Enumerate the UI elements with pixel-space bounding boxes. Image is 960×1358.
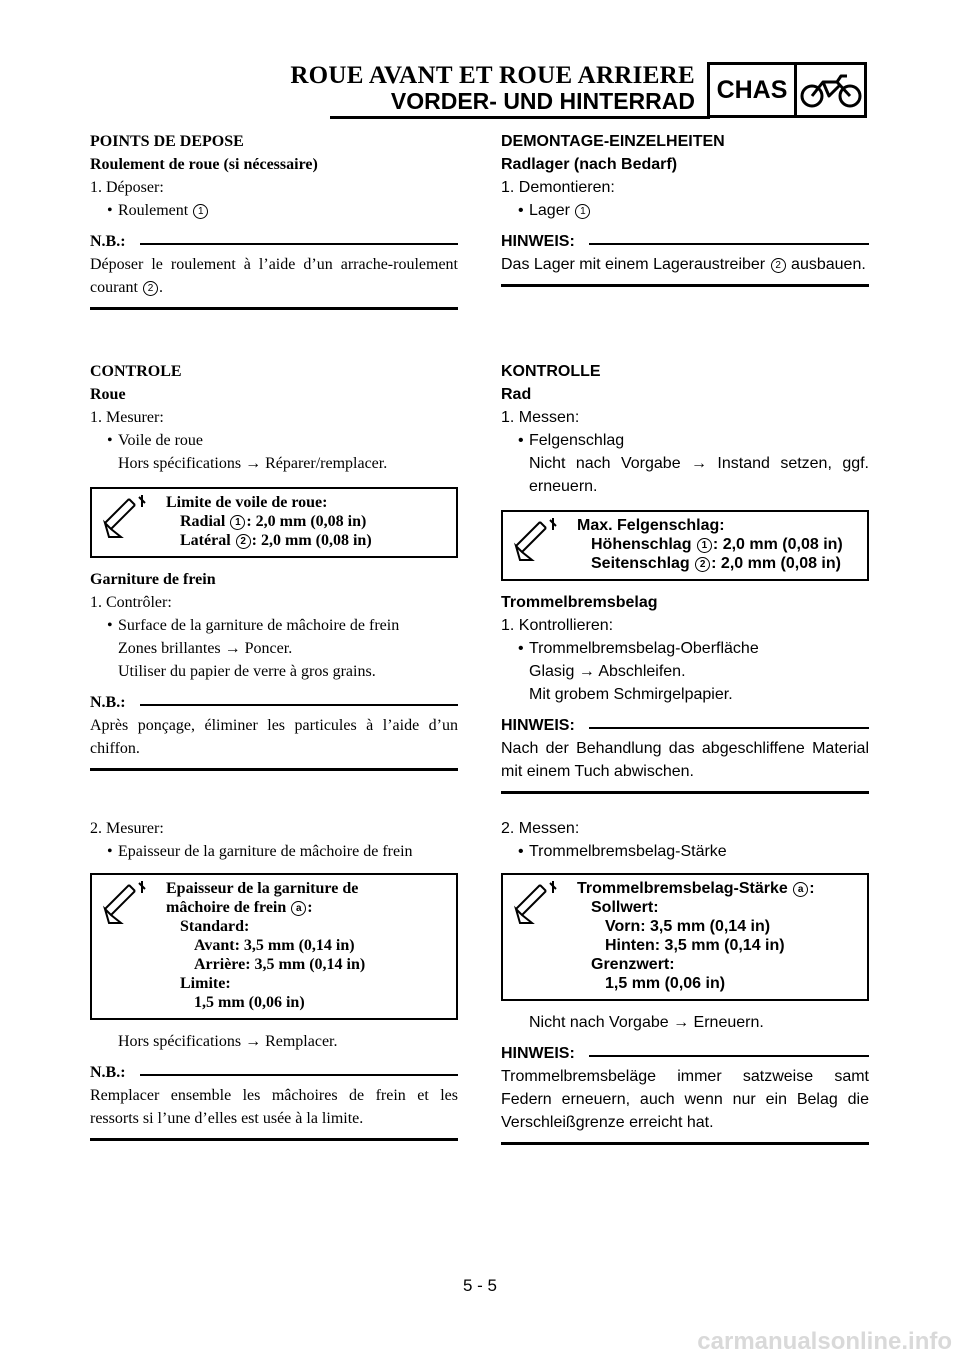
section-subtitle: Radlager (nach Bedarf)	[501, 156, 678, 173]
note-text: Nach der Behandlung das abgeschliffene Material mit einem Tuch abwischen.	[501, 740, 869, 780]
section-title: POINTS DE DEPOSE	[90, 133, 244, 150]
note-end-rule	[90, 307, 458, 310]
header-title-fr: ROUE AVANT ET ROUE ARRIERE	[290, 62, 695, 89]
spec-line: Arrière: 3,5 mm (0,14 in)	[194, 956, 366, 973]
note-text: Déposer le roulement à l’aide d’un arrache-roulement courant 2 .	[90, 256, 458, 296]
column-fr-measure2	[90, 817, 458, 1141]
column-fr-controle	[90, 360, 458, 771]
spec-line: mâchoire de frein a :	[166, 899, 313, 916]
spec-line: Epaisseur de la garniture de	[166, 880, 359, 897]
spec-box	[501, 510, 869, 581]
section-subtitle: Roue	[90, 386, 126, 403]
step: 2. Mesurer:	[90, 820, 164, 837]
spec-line: Sollwert:	[591, 899, 659, 916]
spec-line: Standard:	[180, 918, 250, 935]
step: 1. Contrôler:	[90, 594, 172, 611]
caliper-icon	[92, 489, 156, 556]
spec-line: Höhenschlag 1 : 2,0 mm (0,08 in)	[591, 536, 843, 553]
spec-line: Hinten: 3,5 mm (0,14 in)	[605, 937, 785, 954]
section-code: CHAS	[710, 65, 797, 115]
note-header: HINWEIS:	[501, 1042, 869, 1065]
spec-line: Grenzwert:	[591, 956, 675, 973]
section-subtitle: Roulement de roue (si nécessaire)	[90, 156, 318, 173]
note-end-rule	[90, 768, 458, 771]
spec-line: 1,5 mm (0,06 in)	[605, 975, 726, 992]
section-subtitle: Trommelbremsbelag	[501, 594, 658, 611]
bullet-item: • Trommelbremsbelag-Oberfläche	[501, 637, 869, 660]
column-de-kontrolle	[501, 360, 869, 794]
bullet-item: • Felgenschlag	[501, 429, 869, 452]
caliper-icon	[503, 875, 567, 999]
motorcycle-icon	[797, 65, 864, 115]
note-end-rule	[501, 791, 869, 794]
note-end-rule	[90, 1138, 458, 1141]
bullet-item: • Roulement 1	[90, 199, 458, 222]
step: 1. Messen:	[501, 409, 580, 426]
column-de	[501, 130, 869, 287]
spec-line: 1,5 mm (0,06 in)	[194, 994, 305, 1011]
spec-line: Radial 1 : 2,0 mm (0,08 in)	[180, 513, 367, 530]
note-text: Trommelbremsbeläge immer satzweise samt Federn erneuern, auch wenn nur ein Belag die Verschleißgrenze erreicht hat.	[501, 1068, 869, 1131]
spec-title: Max. Felgenschlag:	[577, 517, 725, 534]
column-de-measure2	[501, 817, 869, 1145]
section-subtitle: Garniture de frein	[90, 571, 216, 588]
note-header: N.B.:	[90, 1061, 458, 1084]
note-text: Remplacer ensemble les mâchoires de frein et les ressorts si l’une d’elles est usée à la limite.	[90, 1087, 458, 1127]
bullet-item: • Voile de roue	[90, 429, 458, 452]
spec-box	[90, 873, 458, 1020]
bullet-detail: Hors spécifications → Réparer/remplacer.	[118, 455, 388, 472]
bullet-detail: Glasig → Abschleifen.	[529, 663, 686, 680]
bullet-detail: Nicht nach Vorgabe → Erneuern.	[529, 1014, 764, 1031]
bullet-detail: Mit grobem Schmirgelpapier.	[529, 686, 733, 703]
section-title: CONTROLE	[90, 363, 182, 380]
spec-title: Limite de voile de roue:	[166, 494, 328, 511]
ref-marker: 1	[193, 204, 208, 219]
note-header: N.B.:	[90, 691, 458, 714]
spec-line: Trommelbremsbelag-Stärke a :	[577, 880, 815, 897]
note-end-rule	[501, 1142, 869, 1145]
step: 1. Déposer:	[90, 179, 164, 196]
caliper-icon	[92, 875, 156, 1018]
caliper-icon	[503, 512, 567, 579]
step: 1. Kontrollieren:	[501, 617, 614, 634]
note-header: HINWEIS:	[501, 714, 869, 737]
bullet-item: • Trommelbremsbelag-Stärke	[501, 840, 869, 863]
spec-line: Avant: 3,5 mm (0,14 in)	[194, 937, 355, 954]
bullet-item: • Surface de la garniture de mâchoire de frein	[90, 614, 458, 637]
section-badge	[707, 62, 867, 118]
spec-line: Vorn: 3,5 mm (0,14 in)	[605, 918, 771, 935]
column-fr	[90, 130, 458, 310]
bullet-item: • Lager 1	[501, 199, 869, 222]
note-text: Das Lager mit einem Lageraustreiber 2 ausbauen.	[501, 256, 866, 273]
step: 1. Demontieren:	[501, 179, 615, 196]
spec-line: Latéral 2 : 2,0 mm (0,08 in)	[180, 532, 372, 549]
spec-line: Seitenschlag 2 : 2,0 mm (0,08 in)	[591, 555, 841, 572]
spec-box	[501, 873, 869, 1001]
section-title: DEMONTAGE-EINZELHEITEN	[501, 133, 725, 150]
bullet-detail: Utiliser du papier de verre à gros grains.	[118, 663, 376, 680]
bullet-detail: Zones brillantes → Poncer.	[118, 640, 293, 657]
watermark: carmanualsonline.info	[697, 1328, 952, 1355]
header-title-de: VORDER- UND HINTERRAD	[390, 88, 695, 114]
header-rule	[330, 116, 710, 119]
note-end-rule	[501, 284, 869, 287]
spec-box	[90, 487, 458, 558]
note-text: Après ponçage, éliminer les particules à l’aide d’un chiffon.	[90, 717, 458, 757]
section-title: KONTROLLE	[501, 363, 601, 380]
note-header: HINWEIS:	[501, 230, 869, 253]
bullet-detail: Nicht nach Vorgabe → Instand setzen, ggf. erneuern.	[529, 455, 869, 495]
page-number: 5 - 5	[462, 1276, 498, 1295]
step: 2. Messen:	[501, 820, 580, 837]
bullet-detail: Hors spécifications → Remplacer.	[118, 1033, 338, 1050]
bullet-item: • Epaisseur de la garniture de mâchoire de frein	[90, 840, 458, 863]
section-subtitle: Rad	[501, 386, 532, 403]
spec-line: Limite:	[180, 975, 231, 992]
note-header: N.B.:	[90, 230, 458, 253]
step: 1. Mesurer:	[90, 409, 164, 426]
